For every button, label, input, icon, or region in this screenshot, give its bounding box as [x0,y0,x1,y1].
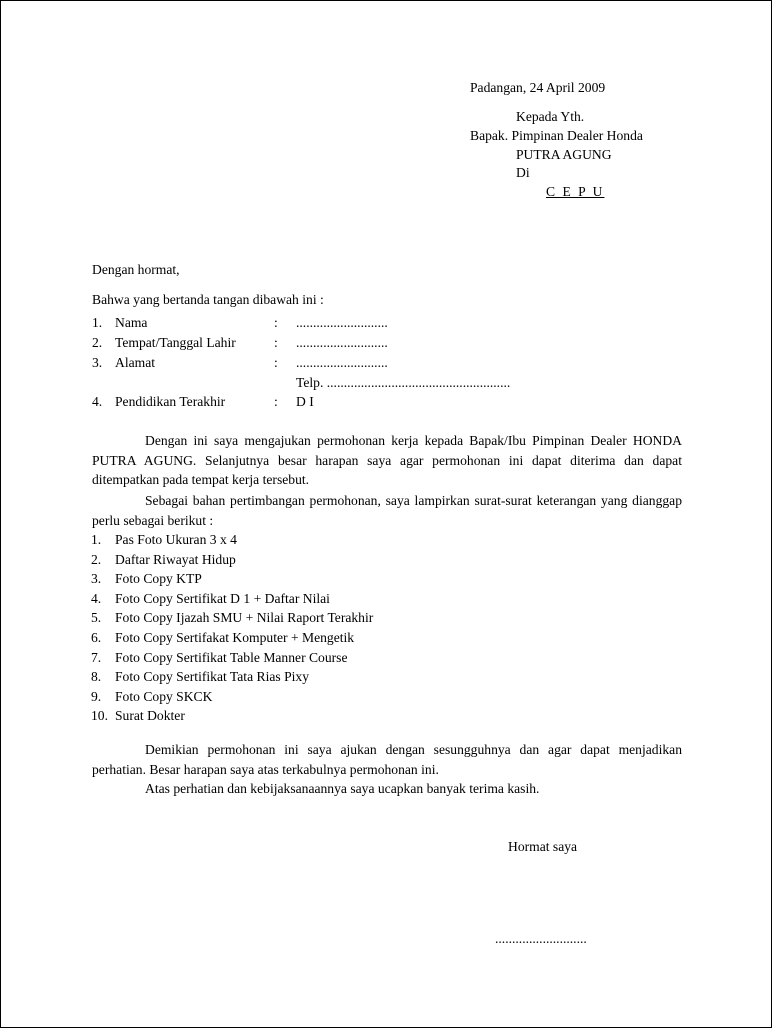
closing-paragraph: Demikian permohonan ini saya ajukan dengan sesungguhnya dan agar dapat menjadikan perhatian. Besar harapan saya atas terkabulnya permohonan ini. [92,742,682,777]
list-item-text: Foto Copy Sertifikat Tata Rias Pixy [115,669,310,685]
list-item-text: Foto Copy Sertifikat Table Manner Course [115,649,348,665]
date-place: Padangan, 24 April 2009 [470,80,606,95]
identity-num: 1. [92,315,103,330]
list-item-number: 3. [91,571,102,587]
list-item [91,706,373,726]
list-item-number: 10. [91,708,108,724]
attachment-list [91,530,373,726]
body-paragraph-1: Dengan ini saya mengajukan permohonan kerja kepada Bapak/Ibu Pimpinan Dealer HONDA PUTRA AGUNG. Selanjutnya besar harapan saya agar permohonan ini dapat diterima dan dapat ditempatkan pada tempat kerja tersebut. [92,433,682,487]
list-item-text: Surat Dokter [115,708,185,724]
identity-num: 3. [92,355,103,370]
identity-label: Tempat/Tanggal Lahir [115,335,236,350]
list-item-number: 6. [91,629,102,645]
identity-label: Nama [115,315,148,330]
identity-value: Telp. ...................................................... [296,375,511,390]
identity-label: Pendidikan Terakhir [115,394,226,409]
list-item-number: 2. [91,551,102,567]
list-item-number: 1. [91,532,102,547]
signature-placeholder: ........................... [495,931,587,946]
list-item-number: 5. [91,610,102,626]
identity-num: 4. [92,394,103,409]
identity-label: Alamat [115,355,156,370]
list-item [91,667,373,687]
list-item-text: Foto Copy SKCK [115,688,213,704]
list-item-number: 9. [91,688,102,704]
intro-line: Bahwa yang bertanda tangan dibawah ini : [92,292,324,307]
identity-colon: : [274,335,278,350]
list-item-text: Foto Copy Ijazah SMU + Nilai Raport Terakhir [115,610,374,626]
list-item [91,550,373,570]
identity-colon: : [274,315,278,330]
list-item [91,628,373,648]
regards-line: Hormat saya [508,839,578,854]
list-item-text: Foto Copy Sertifakat Komputer + Mengetik [115,629,355,645]
list-item-text: Foto Copy KTP [115,571,202,587]
identity-colon: : [274,355,278,370]
thanks-line: Atas perhatian dan kebijaksanaannya saya ucapkan banyak terima kasih. [145,781,540,796]
identity-num: 2. [92,335,103,350]
list-item-text: Foto Copy Sertifikat D 1 + Daftar Nilai [115,590,330,606]
list-item-text: Pas Foto Ukuran 3 x 4 [115,532,237,547]
identity-value: ........................... [296,315,388,330]
list-item-number: 7. [91,649,102,665]
list-item [91,608,373,628]
list-item [91,687,373,707]
recipient-line: Bapak. Pimpinan Dealer Honda [470,128,643,143]
to-line: Kepada Yth. [516,109,585,124]
company-name: PUTRA AGUNG [516,147,612,162]
list-item-number: 4. [91,590,102,606]
greeting: Dengan hormat, [92,262,180,277]
body-paragraph-2: Sebagai bahan pertimbangan permohonan, saya lampirkan surat-surat keterangan yang dianggap perlu sebagai berikut : [92,493,682,528]
identity-value: D I [296,394,314,409]
identity-value: ........................... [296,335,388,350]
list-item-text: Daftar Riwayat Hidup [115,551,236,567]
city-name: C E P U [546,184,605,199]
list-item [91,530,373,550]
identity-value: ........................... [296,355,388,370]
identity-colon: : [274,394,278,409]
list-item [91,589,373,609]
di-line: Di [516,165,530,180]
list-item-number: 8. [91,669,102,685]
list-item [91,569,373,589]
list-item [91,648,373,668]
